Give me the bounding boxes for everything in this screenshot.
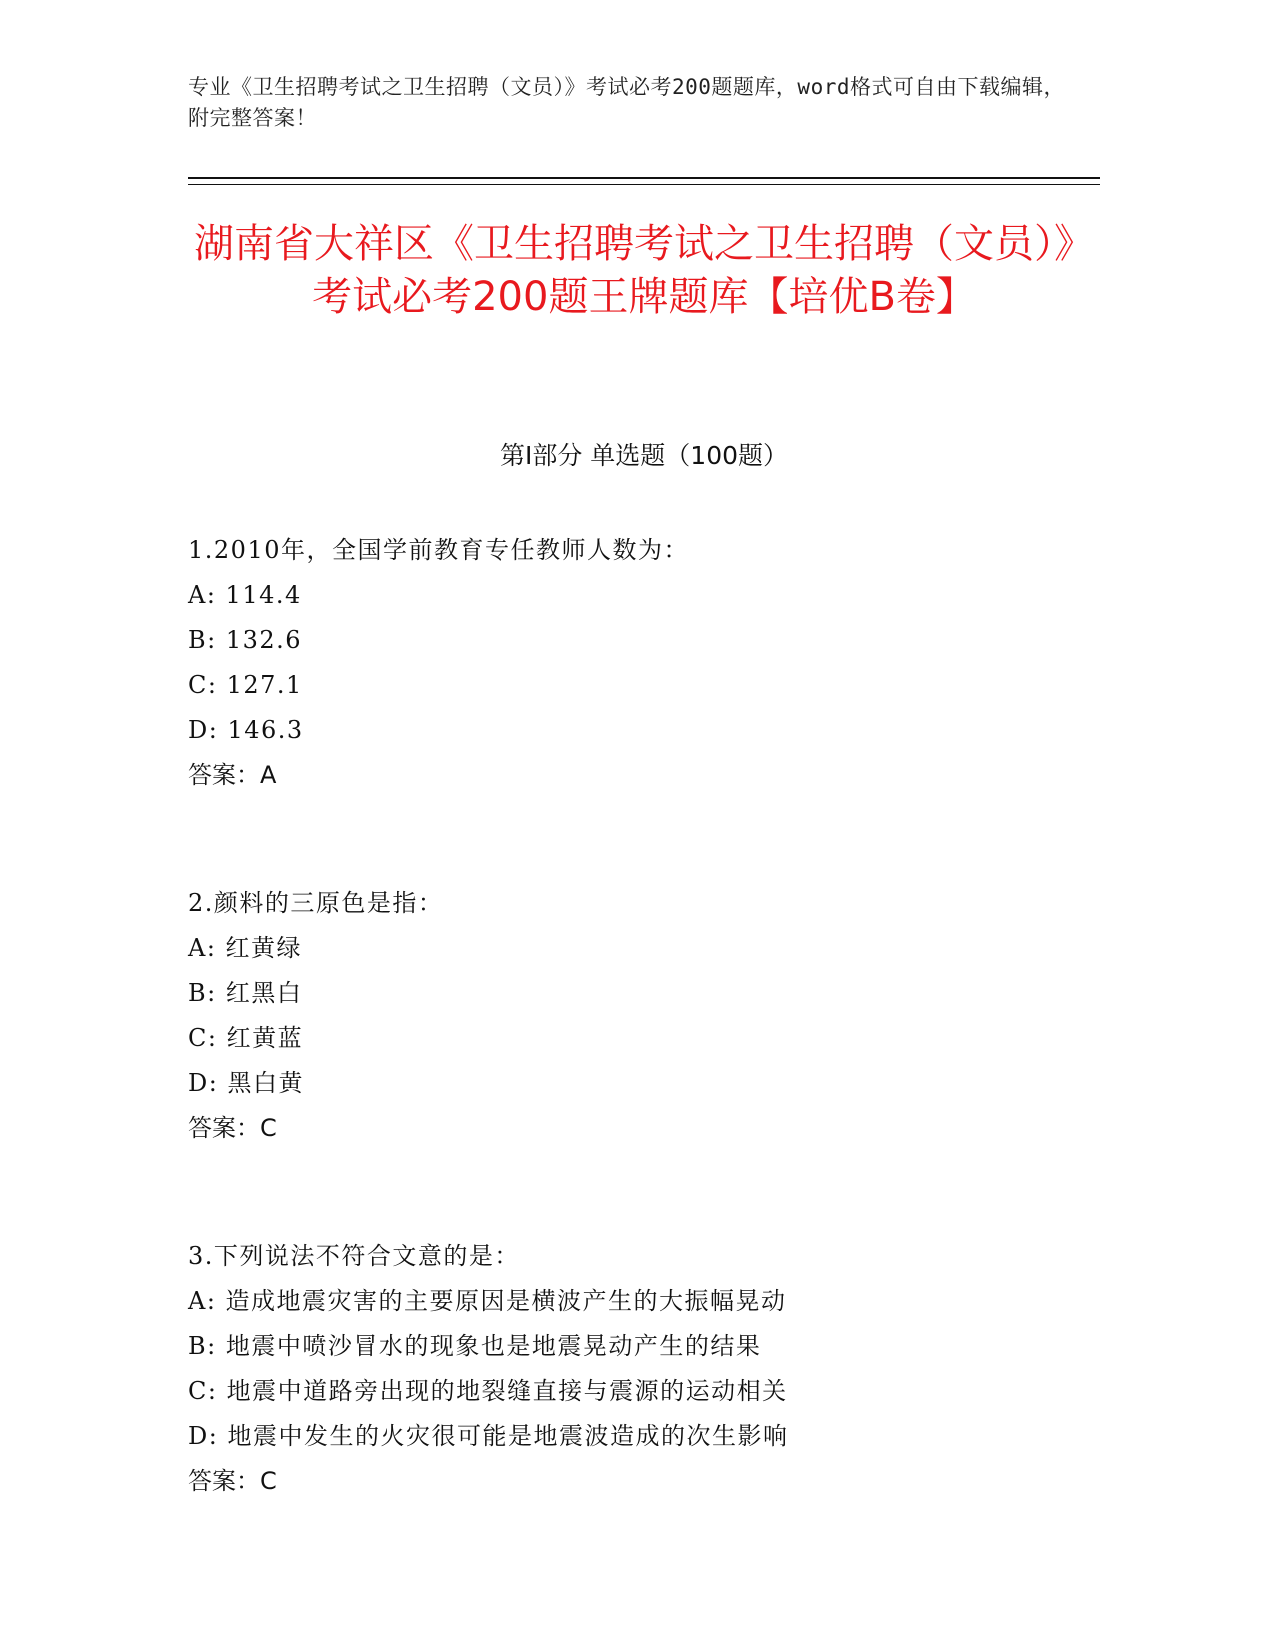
header-rule-thin: [188, 184, 1100, 185]
answer: 答案：A: [188, 761, 277, 789]
section-title: 第Ⅰ部分 单选题（100题）: [499, 441, 789, 470]
option-a: A: 红黄绿: [188, 934, 303, 962]
question-2: [188, 881, 1100, 1151]
document-title: 湖南省大祥区《卫生招聘考试之卫生招聘（文员）》考试必考200题王牌题库【培优B卷】: [194, 221, 1094, 320]
answer: 答案：C: [188, 1467, 277, 1495]
header-rule-thick: [188, 177, 1100, 179]
option-d: D: 黑白黄: [188, 1069, 304, 1097]
option-b: B: 132.6: [188, 626, 303, 654]
question-stem: 3.下列说法不符合文意的是：: [188, 1242, 520, 1270]
question-spacer: [188, 1151, 1100, 1234]
option-a: A: 114.4: [188, 581, 302, 609]
question-1: [188, 528, 1100, 798]
question-stem: 1.2010年，全国学前教育专任教师人数为：: [188, 536, 689, 564]
option-b: B: 红黑白: [188, 979, 303, 1007]
option-d: D: 146.3: [188, 716, 304, 744]
question-stem: 2.颜料的三原色是指：: [188, 889, 444, 917]
question-spacer: [188, 798, 1100, 881]
header-note: 专业《卫生招聘考试之卫生招聘（文员）》考试必考200题题库，word格式可自由下载编辑，附完整答案！: [188, 75, 1065, 130]
option-c: C: 127.1: [188, 671, 303, 699]
question-list: [188, 528, 1100, 1504]
question-3: [188, 1234, 1100, 1504]
option-c: C: 地震中道路旁出现的地裂缝直接与震源的运动相关: [188, 1377, 788, 1405]
answer: 答案：C: [188, 1114, 277, 1142]
option-a: A: 造成地震灾害的主要原因是横波产生的大振幅晃动: [188, 1287, 787, 1315]
option-c: C: 红黄蓝: [188, 1024, 304, 1052]
option-d: D: 地震中发生的火灾很可能是地震波造成的次生影响: [188, 1422, 789, 1450]
option-b: B: 地震中喷沙冒水的现象也是地震晃动产生的结果: [188, 1332, 762, 1360]
